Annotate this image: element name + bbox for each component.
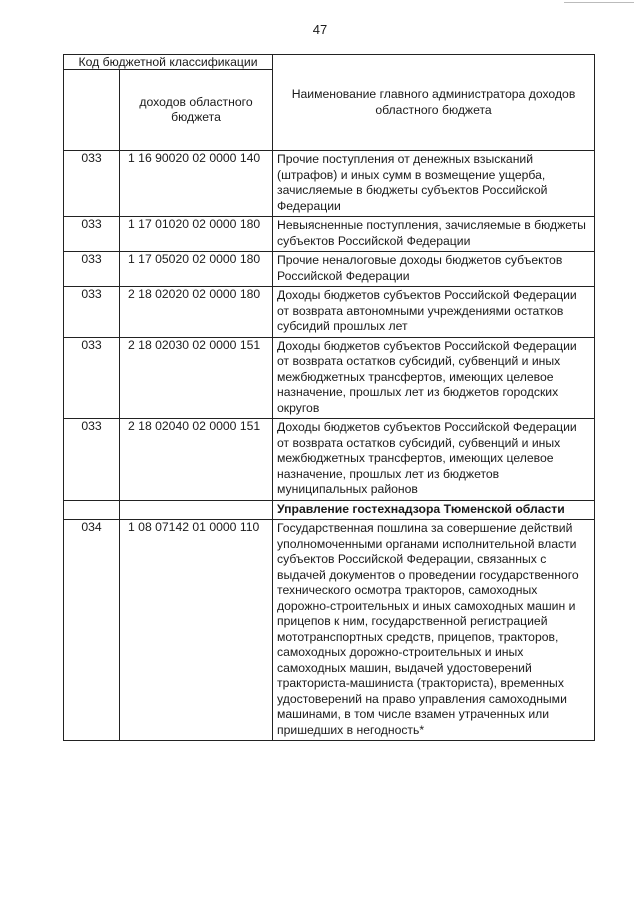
table-row [64, 217, 595, 252]
table-row [64, 151, 595, 217]
table-row [64, 287, 595, 338]
table-row [64, 252, 595, 287]
budget-classification-table [63, 54, 595, 741]
kbk-code: 1 08 07142 01 0000 110 [120, 520, 273, 741]
revenue-name: Прочие неналоговые доходы бюджетов субъектов Российской Федерации [273, 252, 595, 287]
top-edge-line [564, 2, 634, 3]
kbk-code: 1 17 05020 02 0000 180 [120, 252, 273, 287]
table-row [64, 520, 595, 741]
header-kbk: Код бюджетной классификации [64, 55, 273, 70]
section-row [64, 500, 595, 520]
admin-code: 033 [64, 287, 120, 338]
revenue-name: Невыясненные поступления, зачисляемые в бюджеты субъектов Российской Федерации [273, 217, 595, 252]
section-title: Управление гостехнадзора Тюменской области [273, 500, 595, 520]
header-income: доходов областного бюджета [120, 70, 273, 151]
kbk-code: 1 16 90020 02 0000 140 [120, 151, 273, 217]
revenue-name: Государственная пошлина за совершение действий уполномоченными органами исполнительной власти субъектов Российской Федерации, связанных с выдачей документов о проведении государственного технического осмотра тракторов, самоходных дорожно-строительных и иных самоходных машин и прицепов к ним, государственной регистрацией мототранспортных средств, прицепов, тракторов, самоходных дорожно-строительных и иных самоходных машин, выдачей удостоверений тракториста-машиниста (тракториста), временных удостоверений на право управления самоходными машинами, в том числе взамен утраченных или пришедших в негодность* [273, 520, 595, 741]
admin-code: 034 [64, 520, 120, 741]
kbk-code: 2 18 02040 02 0000 151 [120, 419, 273, 501]
header-admin-code [64, 70, 120, 151]
admin-code: 033 [64, 252, 120, 287]
admin-code: 033 [64, 217, 120, 252]
revenue-name: Доходы бюджетов субъектов Российской Федерации от возврата автономными учреждениями остатков субсидий прошлых лет [273, 287, 595, 338]
page-number: 47 [312, 22, 328, 37]
admin-code: 033 [64, 151, 120, 217]
table-row [64, 419, 595, 501]
kbk-code: 2 18 02030 02 0000 151 [120, 337, 273, 419]
header-admin-name: Наименование главного администратора доходов областного бюджета [273, 55, 595, 151]
revenue-name: Доходы бюджетов субъектов Российской Федерации от возврата остатков субсидий, субвенций и иных межбюджетных трансфертов, имеющих целевое назначение, прошлых лет из бюджетов городских округов [273, 337, 595, 419]
admin-code: 033 [64, 337, 120, 419]
revenue-name: Прочие поступления от денежных взысканий (штрафов) и иных сумм в возмещение ущерба, зачисляемые в бюджеты субъектов Российской Федерации [273, 151, 595, 217]
revenue-name: Доходы бюджетов субъектов Российской Федерации от возврата остатков субсидий, субвенций и иных межбюджетных трансфертов, имеющих целевое назначение, прошлых лет из бюджетов муниципальных районов [273, 419, 595, 501]
section-admin-blank [64, 500, 120, 520]
table-row [64, 337, 595, 419]
admin-code: 033 [64, 419, 120, 501]
section-code-blank [120, 500, 273, 520]
table-header-row [64, 55, 595, 70]
kbk-code: 2 18 02020 02 0000 180 [120, 287, 273, 338]
kbk-code: 1 17 01020 02 0000 180 [120, 217, 273, 252]
